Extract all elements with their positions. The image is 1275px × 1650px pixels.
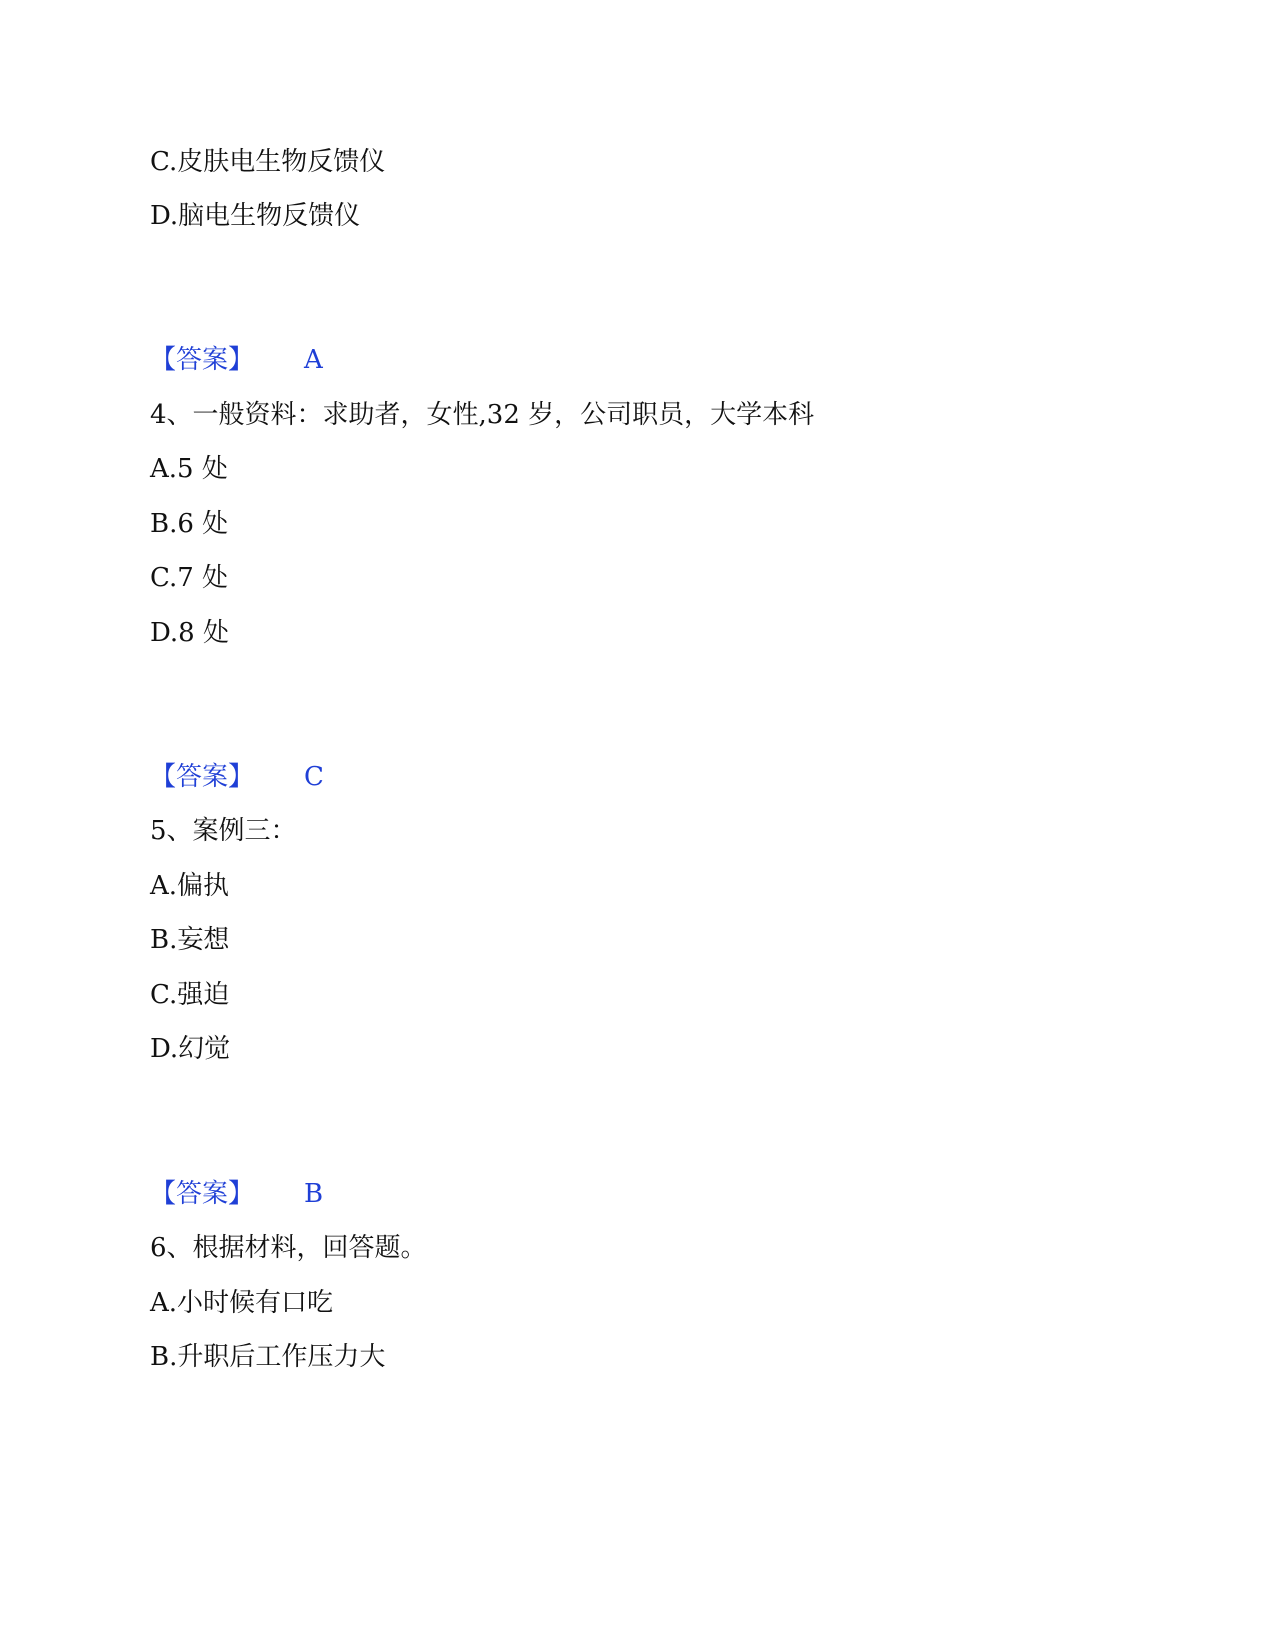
- q5-option-b: B.妄想: [150, 925, 230, 955]
- answer-value: B: [304, 1179, 324, 1209]
- q6-option-a: A.小时候有口吃: [150, 1288, 334, 1318]
- q4-option-c: C.7 处: [150, 563, 229, 593]
- q5-option-c: C.强迫: [150, 980, 230, 1010]
- q4-answer: [150, 760, 324, 794]
- answer-label: 【答案】: [150, 345, 255, 375]
- answer-label: 【答案】: [150, 762, 255, 792]
- q6-option-b: B.升职后工作压力大: [150, 1342, 386, 1372]
- q4-option-a: A.5 处: [150, 454, 228, 484]
- q6-stem: 6、根据材料，回答题。: [150, 1233, 427, 1263]
- q4-stem: 4、一般资料：求助者，女性,32 岁，公司职员，大学本科: [150, 400, 815, 430]
- q4-option-d: D.8 处: [150, 618, 229, 648]
- q4-option-b: B.6 处: [150, 509, 229, 539]
- answer-value: A: [304, 345, 323, 375]
- q5-option-d: D.幻觉: [150, 1034, 231, 1064]
- answer-value: C: [304, 762, 324, 792]
- q5-stem: 5、案例三：: [150, 816, 297, 846]
- answer-label: 【答案】: [150, 1179, 255, 1209]
- q5-answer: [150, 1177, 323, 1211]
- q5-option-a: A.偏执: [150, 871, 230, 901]
- q3-answer: [150, 343, 323, 377]
- q3-option-c: C.皮肤电生物反馈仪: [150, 147, 386, 177]
- q3-option-d: D.脑电生物反馈仪: [150, 201, 361, 231]
